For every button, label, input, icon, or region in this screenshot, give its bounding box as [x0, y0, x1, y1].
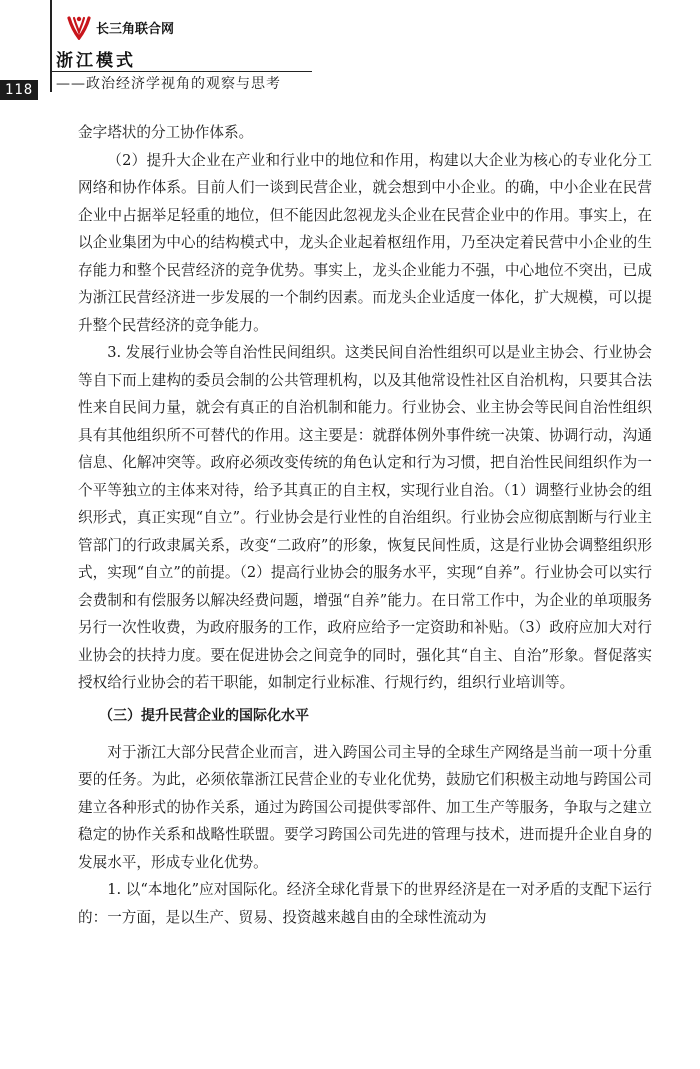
paragraph-industry-associations: 3. 发展行业协会等自治性民间组织。这类民间自治性组织可以是业主协会、行业协会等自下而上建构的委员会制的公共管理机构，以及其他常设性社区自治机构，只要其合法性来自民间力量，就会有真正的自治机制和能力。行业协会、业主协会等民间自治性组织具有其他组织所不可替代的作用。这主要是：就群体例外事件统一决策、协调行动，沟通信息、化解冲突等。政府必须改变传统的角色认定和行为习惯，把自治性民间组织作为一个平等独立的主体来对待，给予其真正的自主权，实现行业自治。（1）调整行业协会的组织形式，真正实现“自立”。行业协会是行业性的自治组织。行业协会应彻底割断与行业主管部门的行政隶属关系，改变“二政府”的形象，恢复民间性质，这是行业协会调整组织形式，实现“自立”的前提。（2）提高行业协会的服务水平，实现“自养”。行业协会可以实行会费制和有偿服务以解决经费问题，增强“自养”能力。在日常工作中，为企业的单项服务另行一次性收费，为政府服务的工作，政府应给予一定资助和补贴。（3）政府应加大对行业协会的扶持力度。要在促进协会之间竞争的同时，强化其“自主、自治”形象。督促落实授权给行业协会的若干职能，如制定行业标准、行规行约，组织行业培训等。: [78, 344, 652, 691]
header-horizontal-rule: [50, 71, 312, 72]
paragraph-localization: 1. 以“本地化”应对国际化。经济全球化背景下的世界经济是在一对矛盾的支配下运行的：一方面，是以生产、贸易、投资越来越自由的全球性流动为: [78, 881, 652, 926]
logo-text: 长三角联合网: [96, 22, 175, 37]
paragraph-large-enterprises: （2）提升大企业在产业和行业中的地位和作用，构建以大企业为核心的专业化分工网络和协作体系。目前人们一谈到民营企业，就会想到中小企业。的确，中小企业在民营企业中占据举足轻重的地位，但不能因此忽视龙头企业在民营企业中的作用。事实上，在以企业集团为中心的结构模式中，龙头企业起着枢纽作用，乃至决定着民营中小企业的生存能力和整个民营经济的竞争优势。事实上，龙头企业能力不强，中心地位不突出，已成为浙江民营经济进一步发展的一个制约因素。而龙头企业适度一体化，扩大规模，可以提升整个民营经济的竞争能力。: [78, 151, 652, 334]
book-subtitle: ——政治经济学视角的观察与思考: [56, 76, 281, 92]
header-vertical-rule: [50, 0, 52, 92]
paragraph-internationalization: 对于浙江大部分民营企业而言，进入跨国公司主导的全球生产网络是当前一项十分重要的任务。为此，必须依靠浙江民营企业的专业化优势，鼓励它们积极主动地与跨国公司建立各种形式的协作关系，通过为跨国公司提供零部件、加工生产等服务，争取与之建立稳定的协作关系和战略性联盟。要学习跨国公司先进的管理与技术，进而提升企业自身的发展水平，形成专业化优势。: [78, 743, 652, 871]
book-title: 浙江模式: [56, 51, 136, 71]
page-body: [78, 119, 652, 931]
paragraph-continuation: 金字塔状的分工协作体系。: [78, 124, 254, 141]
section-heading: （三）提升民营企业的国际化水平: [99, 707, 309, 724]
yangtze-delta-logo-icon: [66, 14, 92, 40]
page-header: [0, 0, 700, 100]
page-number: 118: [0, 80, 38, 100]
